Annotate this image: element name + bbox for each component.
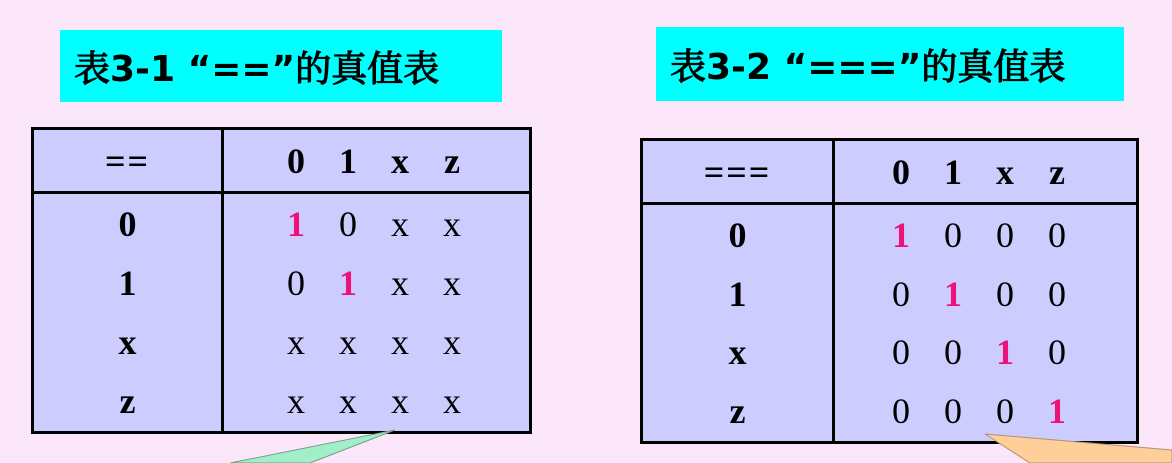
value-cell: 1 — [1048, 391, 1066, 432]
case-equality-truth-table — [640, 138, 1139, 444]
row-label: x — [642, 323, 834, 382]
value-cell: x — [339, 381, 357, 422]
row-label: 0 — [33, 193, 223, 254]
operator-cell: === — [642, 140, 834, 204]
value-cell: 1 — [339, 263, 357, 304]
row-values — [223, 371, 531, 432]
value-cell: x — [391, 381, 409, 422]
value-cell: x — [391, 203, 409, 244]
header-value: z — [444, 140, 460, 181]
row-values — [834, 323, 1138, 382]
value-cell: 1 — [944, 273, 962, 314]
value-cell: 0 — [1048, 214, 1066, 255]
value-cell: 1 — [287, 203, 305, 244]
value-cell: 0 — [892, 332, 910, 373]
value-cell: x — [391, 263, 409, 304]
equality-truth-table — [31, 127, 532, 434]
operator-cell: == — [33, 129, 223, 193]
row-values — [223, 193, 531, 254]
row-label: 1 — [33, 254, 223, 313]
value-cell: 0 — [996, 391, 1014, 432]
table-row — [33, 371, 531, 432]
header-values-cell — [834, 140, 1138, 204]
value-cell: 0 — [1048, 273, 1066, 314]
value-cell: 0 — [944, 391, 962, 432]
row-values — [223, 254, 531, 313]
value-cell: 1 — [892, 214, 910, 255]
table-header-row — [33, 129, 531, 193]
value-cell: 0 — [287, 263, 305, 304]
table-row — [33, 193, 531, 254]
table-header-row — [642, 140, 1138, 204]
table2-title: 表3-2 “===”的真值表 — [656, 27, 1124, 101]
header-value: 1 — [944, 151, 962, 192]
value-cell: x — [339, 321, 357, 362]
value-cell: 0 — [339, 203, 357, 244]
value-cell: x — [443, 263, 461, 304]
row-values — [834, 264, 1138, 323]
row-label: 1 — [642, 264, 834, 323]
callout-pointer-left — [200, 425, 440, 463]
callout-pointer-right — [960, 430, 1172, 463]
value-cell: 0 — [944, 214, 962, 255]
header-value: 1 — [339, 140, 357, 181]
row-label: x — [33, 312, 223, 371]
row-label: 0 — [642, 204, 834, 265]
value-cell: x — [443, 381, 461, 422]
table-row — [642, 204, 1138, 265]
value-cell: 1 — [996, 332, 1014, 373]
header-value: x — [996, 151, 1014, 192]
value-cell: 0 — [892, 391, 910, 432]
value-cell: x — [287, 381, 305, 422]
value-cell: x — [443, 203, 461, 244]
table-row — [33, 254, 531, 313]
table-row — [642, 323, 1138, 382]
row-values — [223, 312, 531, 371]
value-cell: 0 — [996, 273, 1014, 314]
row-label: z — [33, 371, 223, 432]
value-cell: 0 — [1048, 332, 1066, 373]
header-value: 0 — [892, 151, 910, 192]
value-cell: x — [287, 321, 305, 362]
table-row — [642, 264, 1138, 323]
header-value: x — [391, 140, 409, 181]
header-values-cell — [223, 129, 531, 193]
row-values — [834, 204, 1138, 265]
value-cell: 0 — [892, 273, 910, 314]
value-cell: x — [443, 321, 461, 362]
value-cell: x — [391, 321, 409, 362]
header-value: 0 — [287, 140, 305, 181]
value-cell: 0 — [996, 214, 1014, 255]
value-cell: 0 — [944, 332, 962, 373]
table1-title: 表3-1 “==”的真值表 — [60, 30, 502, 102]
table-row — [33, 312, 531, 371]
row-label: z — [642, 382, 834, 443]
header-value: z — [1049, 151, 1065, 192]
